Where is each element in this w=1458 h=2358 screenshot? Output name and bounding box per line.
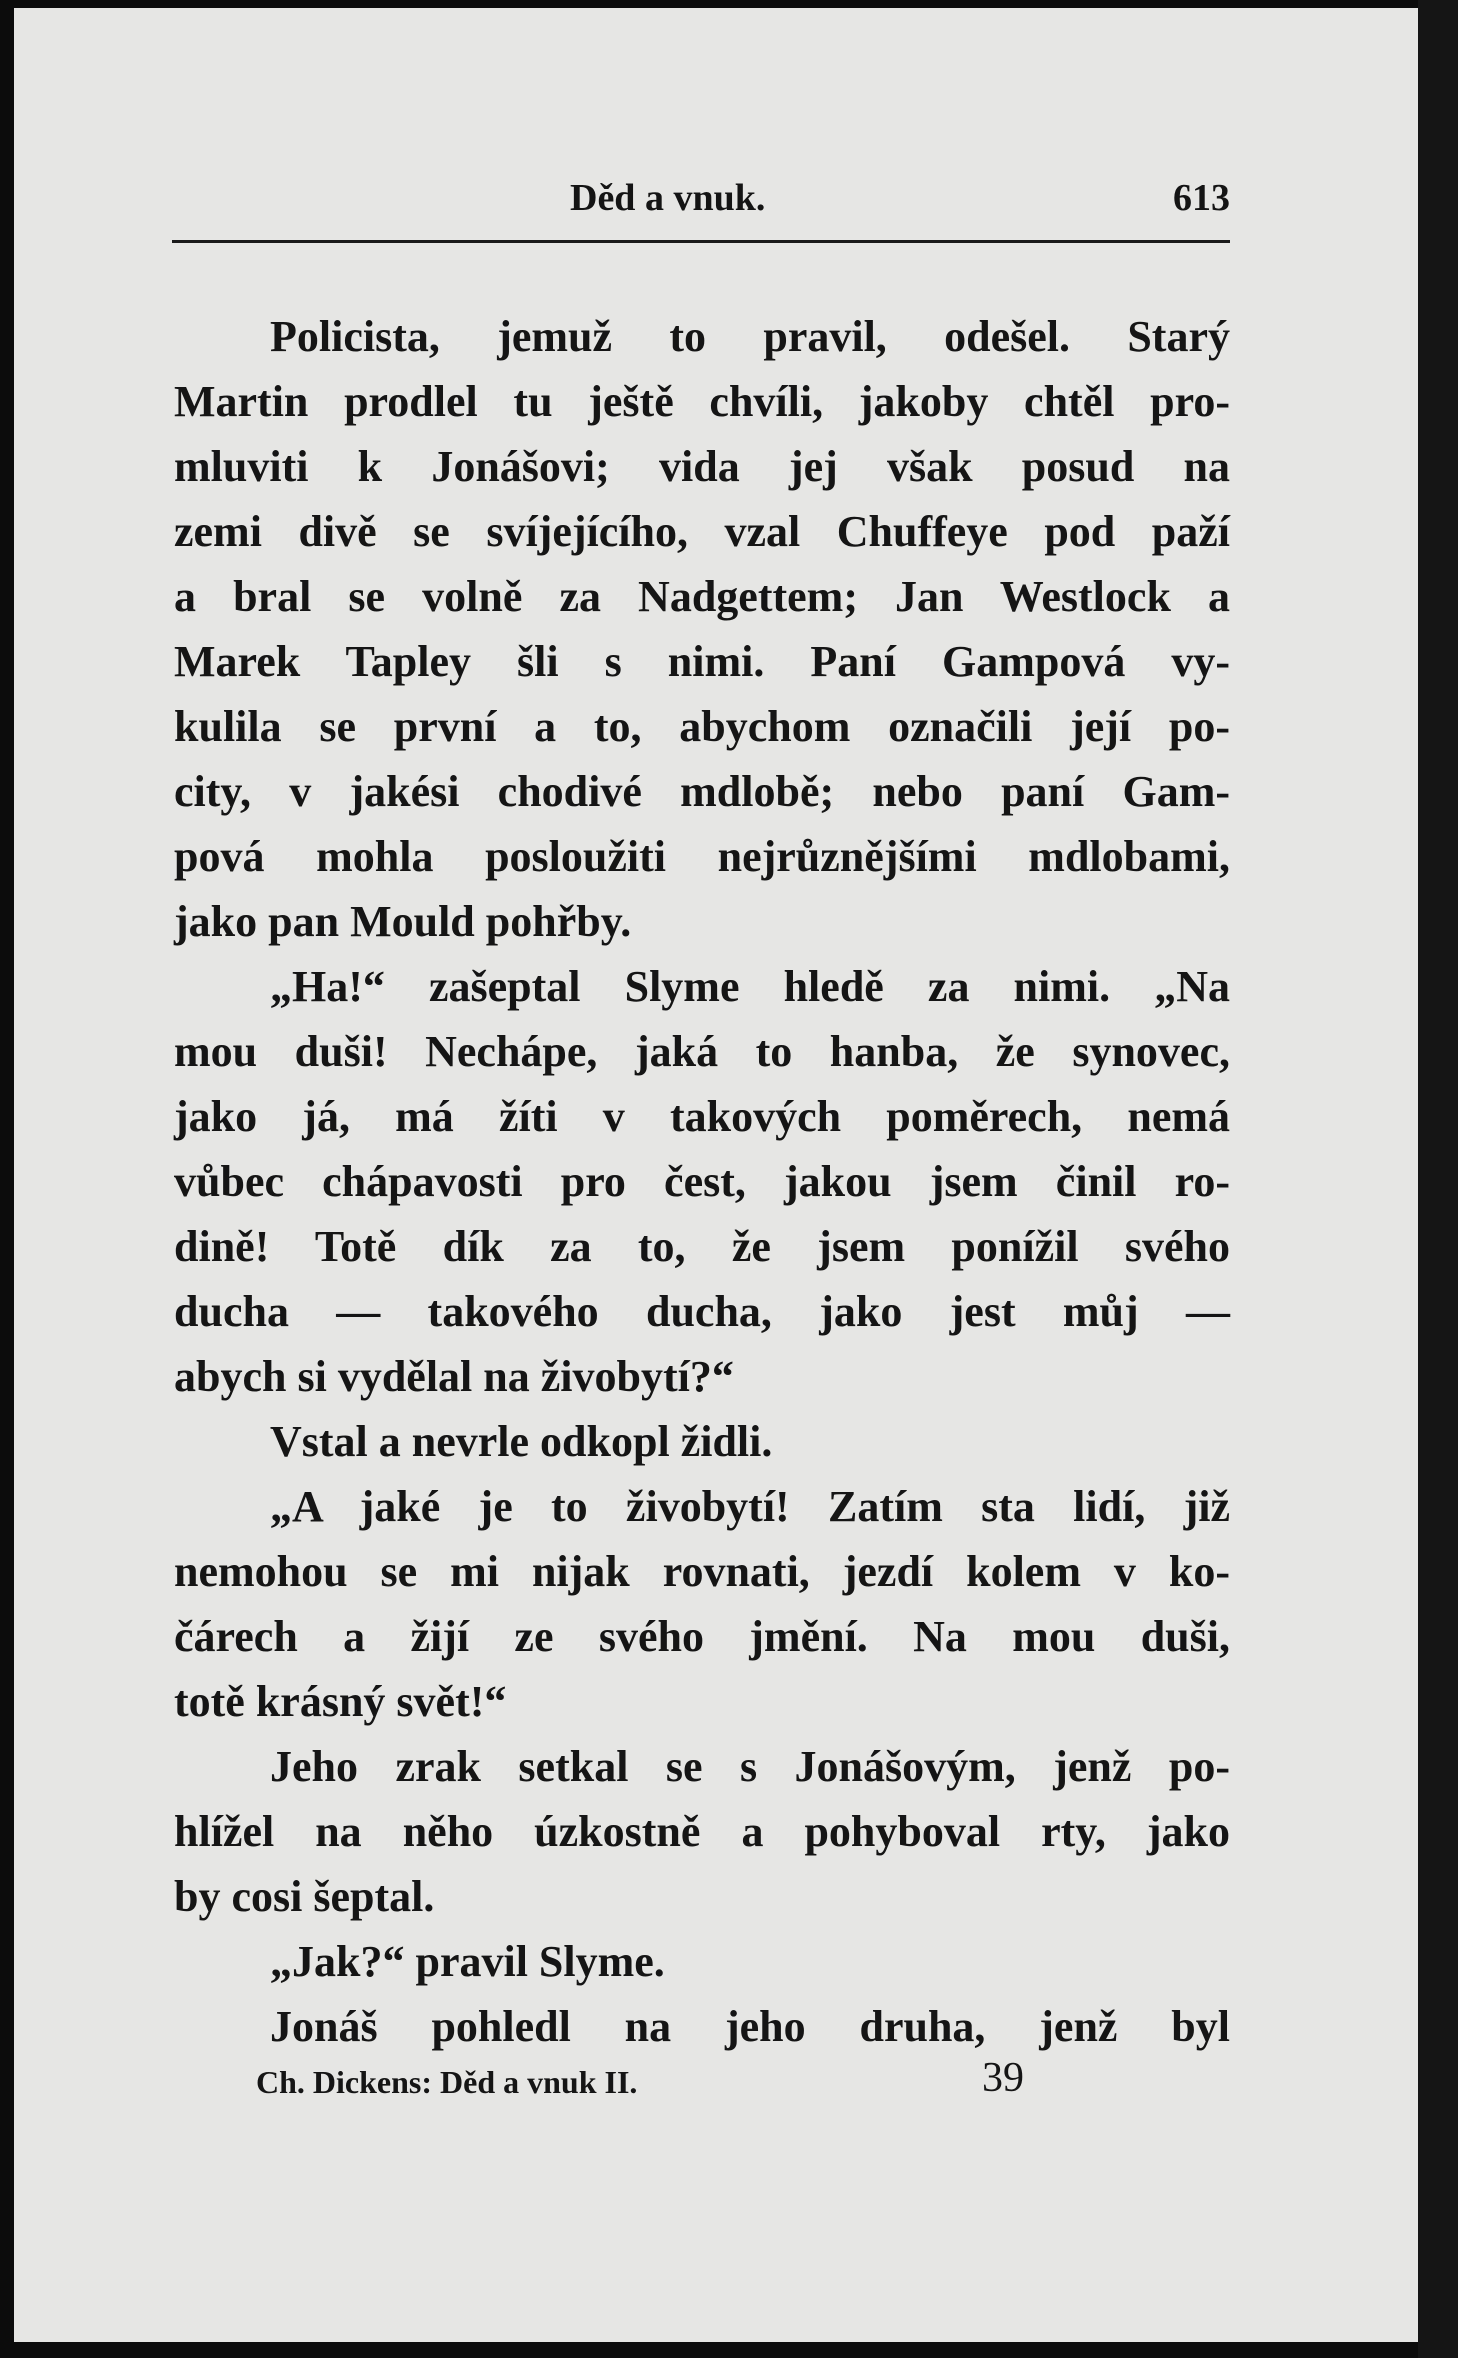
text-line: by cosi šeptal. <box>174 1872 435 1921</box>
text-line: ducha — takového ducha, jako jest můj — <box>174 1287 1230 1336</box>
text-line: mou duši! Nechápe, jaká to hanba, že synovec, <box>174 1027 1230 1076</box>
page-number: 613 <box>1173 177 1230 219</box>
page-scan <box>14 8 1418 2342</box>
text-line: „A jaké je to živobytí! Zatím sta lidí, již <box>270 1482 1230 1531</box>
running-title: Děd a vnuk. <box>570 177 766 219</box>
text-line: kulila se první a to, abychom označili její po- <box>174 702 1230 751</box>
text-line: hlížel na něho úzkostně a pohyboval rty, jako <box>174 1807 1230 1856</box>
body-text <box>174 304 1230 2059</box>
running-head <box>172 176 1230 238</box>
text-line: Jonáš pohledl na jeho druha, jenž byl <box>270 2002 1230 2051</box>
text-line: Jeho zrak setkal se s Jonášovým, jenž po- <box>270 1742 1230 1791</box>
text-line: Marek Tapley šli s nimi. Paní Gampová vy- <box>174 637 1230 686</box>
text-line: jako pan Mould pohřby. <box>174 897 632 946</box>
text-line: dině! Totě dík za to, že jsem ponížil svého <box>174 1222 1230 1271</box>
printer-signature <box>256 2055 1036 2120</box>
text-line: jako já, má žíti v takových poměrech, nemá <box>174 1092 1230 1141</box>
text-line: totě krásný svět!“ <box>174 1677 507 1726</box>
text-line: Policista, jemuž to pravil, odešel. Starý <box>270 312 1230 361</box>
text-line: a bral se volně za Nadgettem; Jan Westlock a <box>174 572 1230 621</box>
text-line: city, v jakési chodivé mdlobě; nebo paní Gam- <box>174 767 1230 816</box>
text-line: čárech a žijí ze svého jmění. Na mou duši, <box>174 1612 1230 1661</box>
text-line: Martin prodlel tu ještě chvíli, jakoby chtěl pro- <box>174 377 1230 426</box>
header-rule <box>172 240 1230 243</box>
text-line: zemi divě se svíjejícího, vzal Chuffeye pod paží <box>174 507 1230 556</box>
text-line: „Jak?“ pravil Slyme. <box>270 1937 665 1986</box>
text-line: pová mohla posloužiti nejrůznějšími mdlobami, <box>174 832 1230 881</box>
text-line: mluviti k Jonášovi; vida jej však posud na <box>174 442 1230 491</box>
text-line: vůbec chápavosti pro čest, jakou jsem činil ro- <box>174 1157 1230 1206</box>
signature-text: Ch. Dickens: Děd a vnuk II. <box>256 2064 638 2100</box>
text-line: Vstal a nevrle odkopl židli. <box>270 1417 773 1466</box>
text-line: „Ha!“ zašeptal Slyme hledě za nimi. „Na <box>270 962 1230 1011</box>
text-line: nemohou se mi nijak rovnati, jezdí kolem v ko- <box>174 1547 1230 1596</box>
sheet-number: 39 <box>982 2055 1024 2101</box>
scan-edge <box>1418 0 1458 2358</box>
text-line: abych si vydělal na živobytí?“ <box>174 1352 734 1401</box>
